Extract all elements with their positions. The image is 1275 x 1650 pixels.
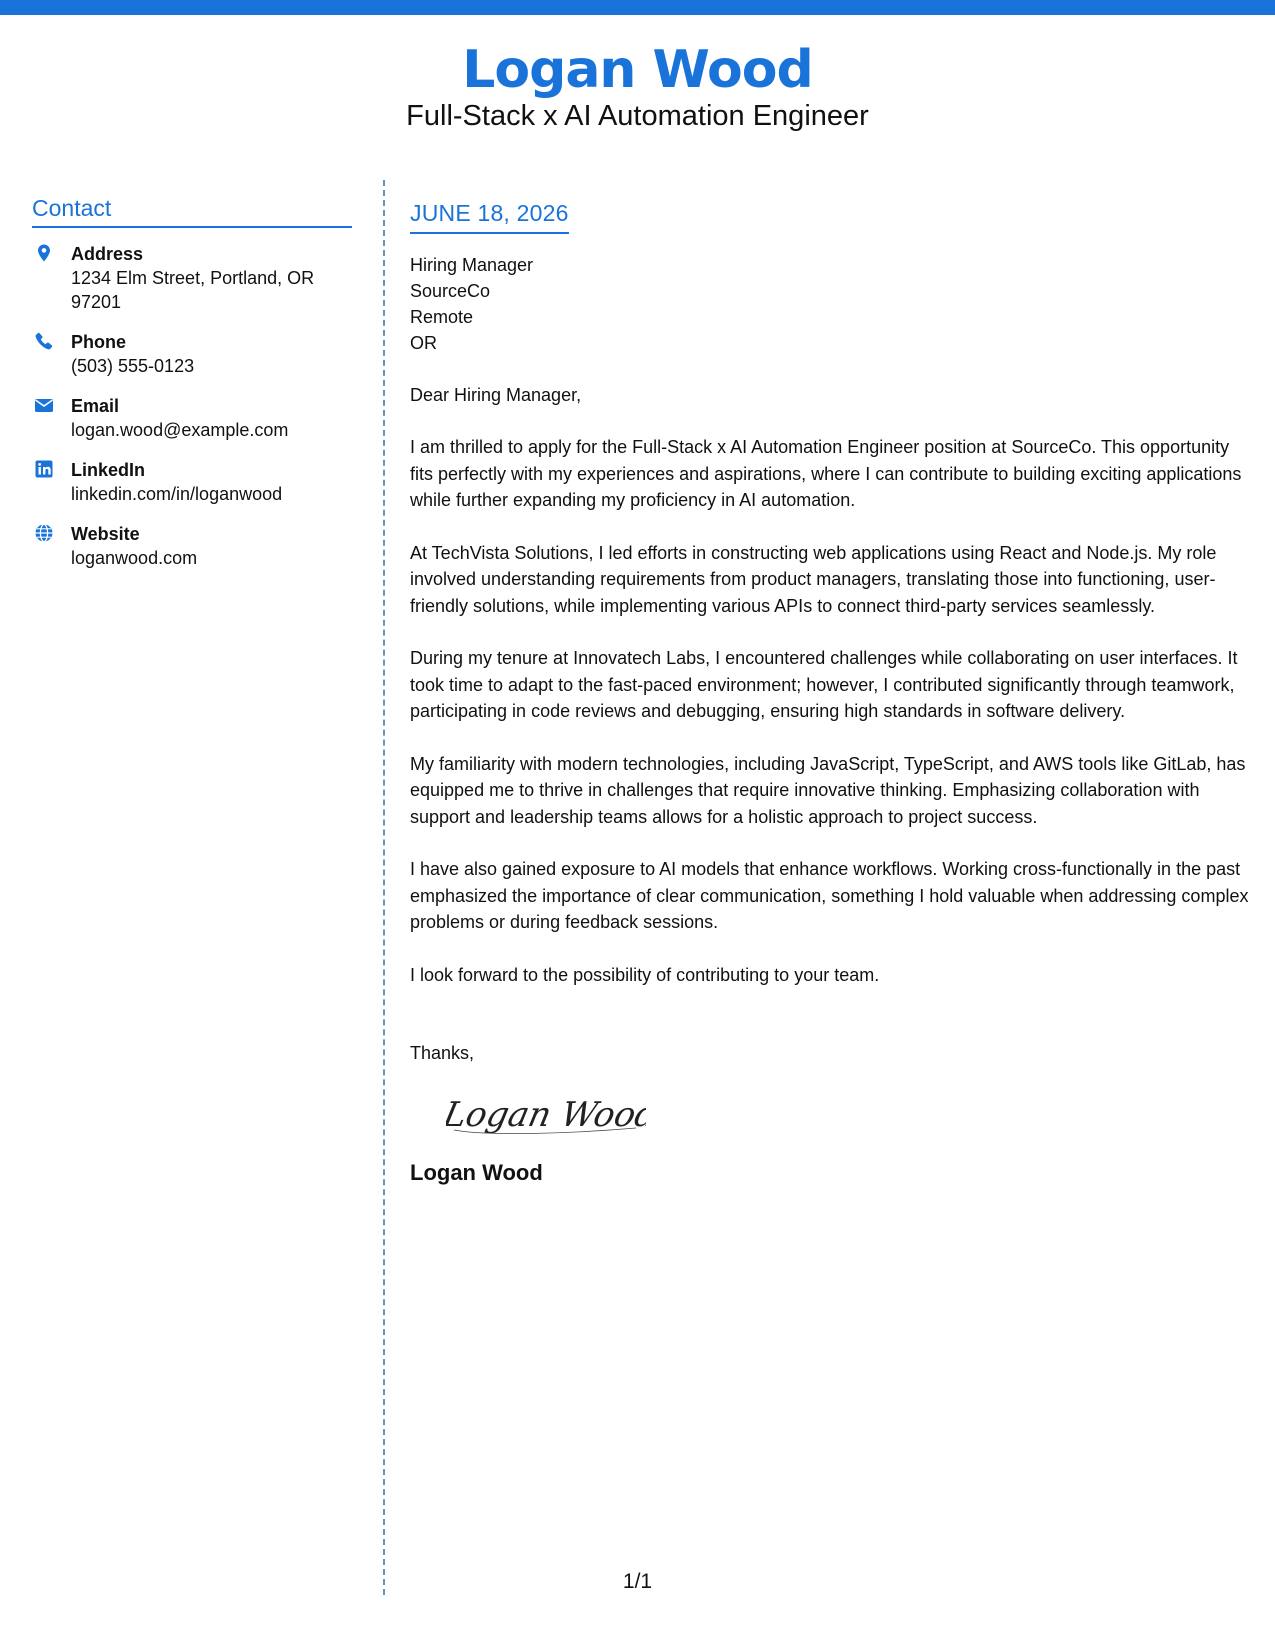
- phone-icon: [34, 331, 54, 351]
- body-paragraph: I have also gained exposure to AI models that enhance workflows. Working cross-functionally in the past emphasized the importance of clear communication, something I hold valuable when addressing complex problems or during feedback sessions.: [410, 859, 1249, 932]
- contact-item-linkedin: [32, 458, 352, 506]
- globe-icon: [34, 523, 54, 543]
- linkedin-value: linkedin.com/in/loganwood: [71, 484, 283, 504]
- body-paragraph: My familiarity with modern technologies, including JavaScript, TypeScript, and AWS tools like GitLab, has equipped me to thrive in challenges that require innovative thinking. Emphasizing collaboration with support and leadership teams allows for a holistic approach to project success.: [410, 753, 1246, 827]
- phone-value: (503) 555-0123: [71, 356, 195, 376]
- contact-label: LinkedIn: [71, 460, 146, 480]
- applicant-job-title: Full-Stack x AI Automation Engineer: [406, 100, 869, 132]
- applicant-name: Logan Wood: [462, 40, 813, 100]
- body-paragraph: During my tenure at Innovatech Labs, I encountered challenges while collaborating on user interfaces. It took time to adapt to the fast-paced environment; however, I contributed significantly through teamwork, participating in code reviews and debugging, ensuring high standards in software delivery.: [410, 648, 1238, 721]
- body-paragraph: I am thrilled to apply for the Full-Stack x AI Automation Engineer position at SourceCo. This opportunity fits perfectly with my experiences and aspirations, where I can contribute to building exciting applications while further expanding my proficiency in AI automation.: [410, 437, 1242, 510]
- linkedin-icon: [34, 459, 54, 479]
- column-divider: [383, 180, 385, 1595]
- contact-label: Email: [71, 396, 120, 416]
- map-pin-icon: [34, 243, 54, 263]
- contact-label: Website: [71, 524, 140, 544]
- recipient-block: [410, 252, 1250, 356]
- signature-script: Logan Wood: [446, 1095, 646, 1135]
- letter-date: JUNE 18, 2026: [410, 200, 569, 234]
- contact-item-phone: [32, 330, 352, 378]
- recipient-line: SourceCo: [410, 281, 491, 301]
- body-paragraph: I look forward to the possibility of contributing to your team.: [410, 964, 880, 985]
- recipient-line: OR: [410, 333, 437, 353]
- signed-name: Logan Wood: [410, 1160, 543, 1185]
- website-value: loganwood.com: [71, 548, 198, 568]
- contact-label: Address: [71, 244, 144, 264]
- letter-body: [410, 200, 1250, 1186]
- recipient-line: Remote: [410, 307, 474, 327]
- body-paragraph: At TechVista Solutions, I led efforts in constructing web applications using React and Node.js. My role involved understanding requirements from product managers, translating those into functioning, user-friendly solutions, while implementing various APIs to connect third-party services seamlessly.: [410, 542, 1217, 616]
- contact-item-email: [32, 394, 352, 442]
- contact-heading: Contact: [32, 195, 352, 228]
- handwritten-signature: [446, 1086, 1250, 1146]
- page-number: 1/1: [622, 1570, 653, 1593]
- envelope-icon: [34, 395, 54, 415]
- top-accent-bar: [0, 0, 1275, 15]
- contact-item-website: [32, 522, 352, 570]
- closing-line: Thanks,: [410, 1043, 475, 1063]
- signature-graphic: [446, 1086, 646, 1146]
- salutation: Dear Hiring Manager,: [410, 385, 582, 405]
- contact-sidebar: [32, 195, 352, 586]
- contact-item-address: [32, 242, 352, 314]
- email-value: logan.wood@example.com: [71, 420, 289, 440]
- address-value: 1234 Elm Street, Portland, OR 97201: [71, 268, 315, 312]
- contact-label: Phone: [71, 332, 127, 352]
- recipient-line: Hiring Manager: [410, 255, 534, 275]
